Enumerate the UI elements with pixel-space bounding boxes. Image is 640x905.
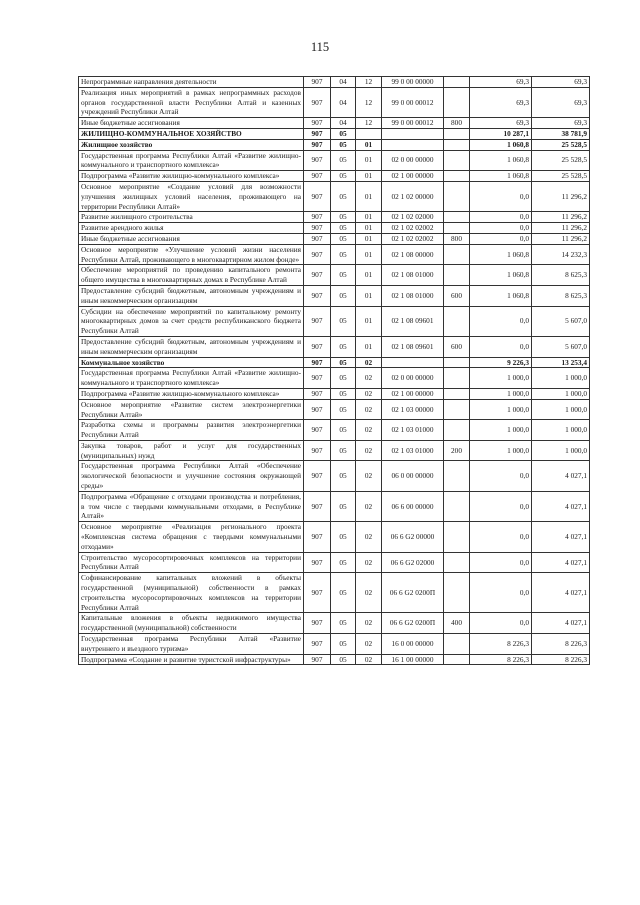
cell-amount-1: 1 060,8 [470, 265, 532, 286]
cell-subsection: 01 [356, 306, 382, 336]
cell-name: Капитальные вложения в объекты недвижимого имущества государственной (муниципальной) собственности [79, 613, 304, 634]
table-row [79, 181, 590, 211]
cell-section: 05 [331, 613, 356, 634]
cell-name: Строительство мусоросортировочных комплексов на территории Республики Алтай [79, 552, 304, 573]
cell-grbs: 907 [304, 150, 331, 171]
cell-amount-2: 8 625,3 [532, 285, 590, 306]
cell-amount-1: 69,3 [470, 77, 532, 88]
cell-target-article: 16 0 00 00000 [382, 634, 444, 655]
cell-target-article: 02 1 02 02002 [382, 233, 444, 244]
cell-amount-1: 0,0 [470, 552, 532, 573]
cell-grbs: 907 [304, 171, 331, 182]
cell-subsection: 02 [356, 440, 382, 461]
cell-amount-2: 5 607,0 [532, 306, 590, 336]
cell-subsection: 02 [356, 420, 382, 441]
cell-expense-type [444, 552, 470, 573]
budget-table-body [79, 77, 590, 665]
cell-expense-type: 600 [444, 285, 470, 306]
cell-amount-1: 0,0 [470, 212, 532, 223]
cell-target-article: 02 1 08 00000 [382, 244, 444, 265]
cell-amount-1: 1 060,8 [470, 171, 532, 182]
cell-name: Жилищное хозяйство [79, 139, 304, 150]
cell-amount-1: 0,0 [470, 573, 532, 613]
table-row [79, 491, 590, 521]
cell-section: 05 [331, 368, 356, 389]
cell-section: 05 [331, 461, 356, 491]
cell-expense-type [444, 139, 470, 150]
cell-section: 05 [331, 233, 356, 244]
cell-expense-type [444, 573, 470, 613]
cell-target-article [382, 139, 444, 150]
table-row [79, 388, 590, 399]
cell-grbs: 907 [304, 336, 331, 357]
cell-target-article: 06 0 00 00000 [382, 461, 444, 491]
cell-amount-2: 4 027,1 [532, 613, 590, 634]
cell-subsection: 01 [356, 171, 382, 182]
cell-amount-2: 25 528,5 [532, 150, 590, 171]
cell-subsection: 02 [356, 552, 382, 573]
cell-amount-1: 0,0 [470, 613, 532, 634]
cell-grbs: 907 [304, 573, 331, 613]
cell-target-article: 02 1 08 09601 [382, 336, 444, 357]
cell-section: 05 [331, 388, 356, 399]
cell-section: 04 [331, 87, 356, 117]
cell-expense-type [444, 223, 470, 234]
cell-name: Предоставление субсидий бюджетным, автономным учреждениям и иным некоммерческим организациям [79, 285, 304, 306]
cell-target-article: 06 6 G2 02000 [382, 552, 444, 573]
cell-amount-2: 11 296,2 [532, 212, 590, 223]
cell-grbs: 907 [304, 233, 331, 244]
cell-amount-1: 0,0 [470, 522, 532, 552]
cell-amount-2: 1 000,0 [532, 368, 590, 389]
cell-amount-1: 1 000,0 [470, 420, 532, 441]
cell-subsection: 02 [356, 491, 382, 521]
cell-subsection: 02 [356, 368, 382, 389]
cell-amount-1: 1 060,8 [470, 285, 532, 306]
cell-expense-type [444, 634, 470, 655]
cell-amount-1: 1 000,0 [470, 388, 532, 399]
cell-grbs: 907 [304, 244, 331, 265]
table-row [79, 87, 590, 117]
cell-section: 05 [331, 244, 356, 265]
cell-grbs: 907 [304, 77, 331, 88]
cell-section: 05 [331, 552, 356, 573]
table-row [79, 573, 590, 613]
cell-target-article: 99 0 00 00012 [382, 118, 444, 129]
cell-grbs: 907 [304, 491, 331, 521]
cell-subsection: 01 [356, 181, 382, 211]
cell-name: Подпрограмма «Развитие жилищно-коммунального комплекса» [79, 171, 304, 182]
table-row [79, 420, 590, 441]
cell-section: 05 [331, 171, 356, 182]
cell-amount-2: 38 781,9 [532, 128, 590, 139]
cell-amount-2: 13 253,4 [532, 357, 590, 368]
cell-subsection: 02 [356, 613, 382, 634]
budget-table [78, 76, 590, 665]
cell-subsection: 02 [356, 388, 382, 399]
cell-subsection: 01 [356, 212, 382, 223]
cell-section: 05 [331, 634, 356, 655]
cell-grbs: 907 [304, 223, 331, 234]
cell-expense-type [444, 77, 470, 88]
cell-expense-type [444, 399, 470, 420]
cell-target-article: 02 1 08 01000 [382, 265, 444, 286]
cell-subsection: 01 [356, 244, 382, 265]
cell-amount-1: 1 000,0 [470, 440, 532, 461]
cell-section: 04 [331, 77, 356, 88]
cell-amount-1: 0,0 [470, 223, 532, 234]
cell-grbs: 907 [304, 654, 331, 665]
cell-grbs: 907 [304, 552, 331, 573]
cell-target-article: 06 6 G2 0200П [382, 573, 444, 613]
table-row [79, 77, 590, 88]
cell-subsection: 01 [356, 285, 382, 306]
cell-amount-2: 4 027,1 [532, 573, 590, 613]
cell-amount-1: 1 060,8 [470, 150, 532, 171]
cell-section: 04 [331, 118, 356, 129]
cell-expense-type [444, 181, 470, 211]
cell-target-article: 02 1 08 09601 [382, 306, 444, 336]
table-row [79, 285, 590, 306]
cell-amount-2: 1 000,0 [532, 388, 590, 399]
cell-grbs: 907 [304, 181, 331, 211]
cell-section: 05 [331, 285, 356, 306]
cell-subsection: 12 [356, 87, 382, 117]
cell-subsection: 12 [356, 77, 382, 88]
cell-amount-2: 11 296,2 [532, 233, 590, 244]
table-row [79, 357, 590, 368]
cell-name: Развитие арендного жилья [79, 223, 304, 234]
cell-name: Государственная программа Республики Алтай «Развитие жилищно-коммунального и транспортного комплекса» [79, 150, 304, 171]
cell-section: 05 [331, 181, 356, 211]
cell-grbs: 907 [304, 118, 331, 129]
cell-subsection: 01 [356, 336, 382, 357]
cell-target-article: 02 1 03 01000 [382, 420, 444, 441]
cell-amount-1: 1 060,8 [470, 139, 532, 150]
cell-target-article: 02 0 00 00000 [382, 368, 444, 389]
cell-amount-2: 4 027,1 [532, 491, 590, 521]
cell-grbs: 907 [304, 87, 331, 117]
cell-amount-2: 1 000,0 [532, 420, 590, 441]
cell-target-article: 16 1 00 00000 [382, 654, 444, 665]
table-row [79, 223, 590, 234]
cell-expense-type [444, 522, 470, 552]
cell-grbs: 907 [304, 388, 331, 399]
cell-section: 05 [331, 212, 356, 223]
cell-name: Государственная программа Республики Алтай «Развитие внутреннего и въездного туризма» [79, 634, 304, 655]
table-row [79, 634, 590, 655]
cell-section: 05 [331, 440, 356, 461]
cell-expense-type: 800 [444, 233, 470, 244]
table-row [79, 440, 590, 461]
cell-grbs: 907 [304, 461, 331, 491]
cell-amount-2: 11 296,2 [532, 223, 590, 234]
cell-target-article: 02 1 02 02002 [382, 223, 444, 234]
table-row [79, 306, 590, 336]
cell-section: 05 [331, 223, 356, 234]
cell-subsection: 02 [356, 357, 382, 368]
cell-name: Субсидии на обеспечение мероприятий по капитальному ремонту многоквартирных домов за счет средств республиканского бюджета Республики Алтай [79, 306, 304, 336]
cell-subsection: 01 [356, 265, 382, 286]
table-row [79, 368, 590, 389]
cell-amount-2: 8 226,3 [532, 634, 590, 655]
cell-name: Обеспечение мероприятий по проведению капитального ремонта общего имущества в многоквартирных домах в Республике Алтай [79, 265, 304, 286]
cell-target-article: 06 6 00 00000 [382, 491, 444, 521]
table-row [79, 613, 590, 634]
cell-name: Коммунальное хозяйство [79, 357, 304, 368]
cell-grbs: 907 [304, 212, 331, 223]
cell-amount-1: 0,0 [470, 306, 532, 336]
cell-amount-1: 0,0 [470, 181, 532, 211]
cell-amount-2: 69,3 [532, 87, 590, 117]
cell-name: Основное мероприятие «Создание условий для возможности улучшения жилищных условий населения, проживающего на территории Республики Алтай» [79, 181, 304, 211]
cell-amount-1: 69,3 [470, 118, 532, 129]
cell-name: Закупка товаров, работ и услуг для государственных (муниципальных) нужд [79, 440, 304, 461]
cell-amount-1: 1 060,8 [470, 244, 532, 265]
cell-target-article [382, 357, 444, 368]
cell-name: Предоставление субсидий бюджетным, автономным учреждениям и иным некоммерческим организациям [79, 336, 304, 357]
cell-name: Основное мероприятие «Улучшение условий жизни населения Республики Алтай, проживающего в многоквартирном жилом фонде» [79, 244, 304, 265]
cell-section: 05 [331, 654, 356, 665]
cell-grbs: 907 [304, 440, 331, 461]
cell-expense-type [444, 244, 470, 265]
cell-section: 05 [331, 357, 356, 368]
cell-name: Основное мероприятие «Развитие систем электроэнергетики Республики Алтай» [79, 399, 304, 420]
cell-expense-type [444, 306, 470, 336]
cell-section: 05 [331, 139, 356, 150]
cell-expense-type [444, 150, 470, 171]
cell-expense-type [444, 461, 470, 491]
cell-expense-type [444, 357, 470, 368]
cell-section: 05 [331, 491, 356, 521]
cell-section: 05 [331, 128, 356, 139]
cell-name: Непрограммные направления деятельности [79, 77, 304, 88]
cell-name: Подпрограмма «Создание и развитие туристской инфраструктуры» [79, 654, 304, 665]
table-row [79, 150, 590, 171]
cell-name: Подпрограмма «Развитие жилищно-коммунального комплекса» [79, 388, 304, 399]
table-row [79, 128, 590, 139]
cell-grbs: 907 [304, 399, 331, 420]
cell-grbs: 907 [304, 285, 331, 306]
cell-amount-2: 8 625,3 [532, 265, 590, 286]
cell-target-article [382, 128, 444, 139]
cell-target-article: 06 6 G2 00000 [382, 522, 444, 552]
cell-expense-type [444, 420, 470, 441]
cell-name: Реализация иных мероприятий в рамках непрограммных расходов органов государственной власти Республики Алтай и казенных учреждений Республики Алтай [79, 87, 304, 117]
table-row [79, 552, 590, 573]
cell-expense-type [444, 212, 470, 223]
cell-name: Государственная программа Республики Алтай «Развитие жилищно-коммунального и транспортного комплекса» [79, 368, 304, 389]
cell-grbs: 907 [304, 634, 331, 655]
cell-expense-type [444, 368, 470, 389]
cell-amount-2: 25 528,5 [532, 139, 590, 150]
cell-grbs: 907 [304, 357, 331, 368]
cell-amount-1: 0,0 [470, 336, 532, 357]
cell-expense-type: 200 [444, 440, 470, 461]
table-row [79, 233, 590, 244]
cell-grbs: 907 [304, 306, 331, 336]
cell-amount-2: 69,3 [532, 77, 590, 88]
cell-expense-type [444, 265, 470, 286]
cell-amount-1: 9 226,3 [470, 357, 532, 368]
cell-amount-2: 8 226,3 [532, 654, 590, 665]
cell-amount-1: 1 000,0 [470, 399, 532, 420]
cell-subsection: 01 [356, 139, 382, 150]
cell-grbs: 907 [304, 420, 331, 441]
cell-section: 05 [331, 573, 356, 613]
cell-target-article: 99 0 00 00000 [382, 77, 444, 88]
cell-subsection: 02 [356, 399, 382, 420]
cell-name: Развитие жилищного строительства [79, 212, 304, 223]
cell-section: 05 [331, 420, 356, 441]
cell-name: Государственная программа Республики Алтай «Обеспечение экологической безопасности и улучшение состояния окружающей среды» [79, 461, 304, 491]
table-row [79, 171, 590, 182]
cell-section: 05 [331, 336, 356, 357]
cell-name: Иные бюджетные ассигнования [79, 118, 304, 129]
cell-amount-2: 14 232,3 [532, 244, 590, 265]
cell-amount-1: 8 226,3 [470, 634, 532, 655]
cell-grbs: 907 [304, 522, 331, 552]
cell-target-article: 02 1 02 00000 [382, 181, 444, 211]
cell-subsection: 02 [356, 522, 382, 552]
cell-expense-type: 600 [444, 336, 470, 357]
table-row [79, 461, 590, 491]
cell-subsection [356, 128, 382, 139]
cell-amount-2: 1 000,0 [532, 399, 590, 420]
cell-amount-2: 4 027,1 [532, 461, 590, 491]
cell-subsection: 01 [356, 233, 382, 244]
cell-amount-2: 1 000,0 [532, 440, 590, 461]
cell-amount-1: 69,3 [470, 87, 532, 117]
cell-expense-type [444, 388, 470, 399]
cell-expense-type [444, 171, 470, 182]
cell-expense-type [444, 128, 470, 139]
cell-expense-type: 400 [444, 613, 470, 634]
cell-target-article: 02 1 03 00000 [382, 399, 444, 420]
cell-section: 05 [331, 306, 356, 336]
cell-amount-2: 25 528,5 [532, 171, 590, 182]
cell-amount-1: 8 226,3 [470, 654, 532, 665]
cell-subsection: 02 [356, 654, 382, 665]
table-row [79, 212, 590, 223]
cell-amount-1: 0,0 [470, 233, 532, 244]
cell-subsection: 02 [356, 634, 382, 655]
cell-subsection: 02 [356, 573, 382, 613]
cell-subsection: 01 [356, 150, 382, 171]
cell-expense-type [444, 491, 470, 521]
cell-section: 05 [331, 150, 356, 171]
cell-amount-2: 11 296,2 [532, 181, 590, 211]
cell-amount-2: 4 027,1 [532, 552, 590, 573]
cell-amount-1: 1 000,0 [470, 368, 532, 389]
cell-subsection: 01 [356, 223, 382, 234]
table-row [79, 139, 590, 150]
cell-name: Подпрограмма «Обращение с отходами производства и потребления, в том числе с твердыми коммунальными отходами, в Республике Алтай» [79, 491, 304, 521]
cell-name: Основное мероприятие «Реализация регионального проекта «Комплексная система обращения с твердыми коммунальными отходами» [79, 522, 304, 552]
cell-section: 05 [331, 265, 356, 286]
cell-section: 05 [331, 522, 356, 552]
cell-target-article: 02 0 00 00000 [382, 150, 444, 171]
table-row [79, 522, 590, 552]
cell-expense-type: 800 [444, 118, 470, 129]
cell-target-article: 99 0 00 00012 [382, 87, 444, 117]
cell-target-article: 02 1 00 00000 [382, 388, 444, 399]
cell-grbs: 907 [304, 128, 331, 139]
cell-amount-1: 10 287,1 [470, 128, 532, 139]
cell-subsection: 02 [356, 461, 382, 491]
cell-amount-2: 69,3 [532, 118, 590, 129]
cell-name: Иные бюджетные ассигнования [79, 233, 304, 244]
cell-expense-type [444, 87, 470, 117]
cell-amount-1: 0,0 [470, 491, 532, 521]
cell-amount-2: 4 027,1 [532, 522, 590, 552]
cell-grbs: 907 [304, 139, 331, 150]
cell-amount-2: 5 607,0 [532, 336, 590, 357]
cell-grbs: 907 [304, 368, 331, 389]
cell-subsection: 12 [356, 118, 382, 129]
cell-amount-1: 0,0 [470, 461, 532, 491]
cell-section: 05 [331, 399, 356, 420]
cell-target-article: 02 1 03 01000 [382, 440, 444, 461]
cell-expense-type [444, 654, 470, 665]
table-row [79, 118, 590, 129]
cell-grbs: 907 [304, 613, 331, 634]
table-row [79, 336, 590, 357]
table-row [79, 265, 590, 286]
cell-grbs: 907 [304, 265, 331, 286]
cell-target-article: 02 1 08 01000 [382, 285, 444, 306]
page-number: 115 [310, 40, 330, 54]
table-row [79, 399, 590, 420]
table-row [79, 244, 590, 265]
cell-target-article: 02 1 02 02000 [382, 212, 444, 223]
cell-target-article: 02 1 00 00000 [382, 171, 444, 182]
cell-name: Софинансирование капитальных вложений в объекты государственной (муниципальной) собственности в рамках строительства мусоросортировочных комплексов на территории Республики Алтай [79, 573, 304, 613]
cell-target-article: 06 6 G2 0200П [382, 613, 444, 634]
cell-name: Разработка схемы и программы развития электроэнергетики Республики Алтай [79, 420, 304, 441]
table-row [79, 654, 590, 665]
cell-name: ЖИЛИЩНО-КОММУНАЛЬНОЕ ХОЗЯЙСТВО [79, 128, 304, 139]
